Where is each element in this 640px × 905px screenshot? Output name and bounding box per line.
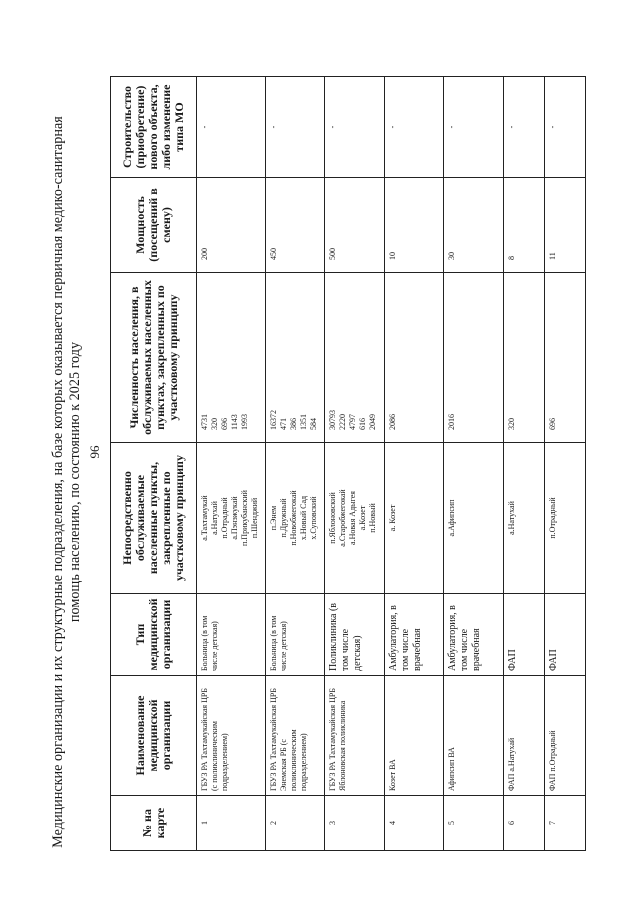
organization-name-cell: Афипсип ВА [444, 676, 504, 796]
served-places-cell [325, 443, 385, 594]
place-item: п.Новобжегокай [288, 490, 298, 546]
population-value: 2016 [447, 414, 457, 430]
place-item: а.Козет [358, 505, 368, 531]
header-cell: Наименование медицинской организации [111, 676, 197, 796]
header-cell: Численность населения, в обслуживаемых населенных пунктах, закрепленных по участковому принципу [111, 273, 197, 443]
construction-cell: - [197, 77, 266, 178]
construction-cell: - [384, 77, 444, 178]
row-number-cell: 1 [197, 796, 266, 851]
capacity-cell: 30 [444, 178, 504, 273]
capacity-cell: 8 [503, 178, 544, 273]
organization-name-cell: Козет ВА [384, 676, 444, 796]
place-item: п.Дружный [278, 498, 288, 538]
table-row [384, 77, 444, 851]
table-row [325, 77, 385, 851]
population-cell [444, 273, 504, 443]
row-number-cell: 6 [503, 796, 544, 851]
row-number-cell: 4 [384, 796, 444, 851]
population-value: 320 [210, 418, 220, 430]
construction-cell: - [265, 77, 325, 178]
population-value: 320 [506, 418, 516, 430]
row-number-cell: 7 [544, 796, 585, 851]
capacity-cell: 10 [384, 178, 444, 273]
organization-name-cell: ГБУЗ РА Тахтамукайская ЦРБ (с поликлиническим подразделением) [197, 676, 266, 796]
organization-type-cell: ФАП [544, 594, 585, 676]
organization-name-cell: ФАП п.Отрадный [544, 676, 585, 796]
place-item: а.Тахтамукай [200, 495, 210, 541]
population-cell [265, 273, 325, 443]
construction-cell: - [544, 77, 585, 178]
header-cell: Тип медицинской организации [111, 594, 197, 676]
organization-type-cell: ФАП [503, 594, 544, 676]
organization-name-cell: ГБУЗ РА Тахтамукайская ЦРБ Яблоновская поликлиника [325, 676, 385, 796]
place-item: а.Новая Адыгея [348, 491, 358, 545]
table-row [265, 77, 325, 851]
place-item: п.Шенджий [250, 497, 260, 539]
population-value: 1351 [298, 414, 308, 430]
population-value: 16372 [268, 410, 278, 430]
population-value: 471 [278, 418, 288, 430]
construction-cell: - [503, 77, 544, 178]
population-value: 4731 [200, 414, 210, 430]
row-number-cell: 3 [325, 796, 385, 851]
population-value: 386 [288, 418, 298, 430]
population-value: 2049 [368, 414, 378, 430]
population-value: 696 [220, 418, 230, 430]
table-row [444, 77, 504, 851]
place-item: а.Пэнэжукай [230, 496, 240, 540]
place-item: п.Яблоновский [328, 492, 338, 544]
place-item: п.Энем [268, 505, 278, 531]
population-cell [325, 273, 385, 443]
place-item: а.Натухай [506, 501, 516, 535]
population-value: 696 [547, 418, 557, 430]
served-places-cell [503, 443, 544, 594]
place-item: п.Отрадный [547, 497, 557, 539]
population-value: 2220 [338, 414, 348, 430]
population-cell [197, 273, 266, 443]
capacity-cell: 11 [544, 178, 585, 273]
row-number-cell: 2 [265, 796, 325, 851]
header-cell: Строительство (приобретение) нового объекта, либо изменение типа МО [111, 77, 197, 178]
table-row [544, 77, 585, 851]
served-places-cell [544, 443, 585, 594]
construction-cell: - [444, 77, 504, 178]
construction-cell: - [325, 77, 385, 178]
organization-type-cell: Амбулатория, в том числе врачебная [444, 594, 504, 676]
population-value: 2086 [387, 414, 397, 430]
place-item: а.Натухай [210, 501, 220, 535]
organization-name-cell: ФАП а.Натухай [503, 676, 544, 796]
place-item: п.Отрадный [220, 497, 230, 539]
page-number: 96 [87, 445, 102, 459]
place-item: п.Новый [368, 503, 378, 533]
served-places-cell [384, 443, 444, 594]
organization-type-cell: Амбулатория, в том числе врачебная [384, 594, 444, 676]
rotated-page-content [50, 77, 590, 887]
served-places-cell [197, 443, 266, 594]
place-item: а.Афипсип [447, 499, 457, 537]
header-cell: Непосредственно обслуживаемые населенные пункты, закрепленные по участковому принципу [111, 443, 197, 594]
population-value: 584 [308, 418, 318, 430]
place-item: а.Старобжегокай [338, 489, 348, 547]
population-cell [503, 273, 544, 443]
population-value: 616 [358, 418, 368, 430]
place-item: х.Суповский [308, 496, 318, 540]
header-cell: № на карте [111, 796, 197, 851]
medical-organizations-table [110, 76, 586, 851]
organization-type-cell: Больница (в том числе детская) [265, 594, 325, 676]
organization-name-cell: ГБУЗ РА Тахтамукайская ЦРБ Энемская РБ (с поликлиническим подразделением) [265, 676, 325, 796]
population-value: 30793 [328, 410, 338, 430]
place-item: х.Новый Сад [298, 495, 308, 541]
document-subtitle: помощь населению, по состоянию к 2025 году [67, 341, 83, 623]
organization-type-cell: Поликлиника (в том числе детская) [325, 594, 385, 676]
population-cell [384, 273, 444, 443]
capacity-cell: 450 [265, 178, 325, 273]
place-item: а. Козет [387, 504, 397, 532]
table-row [503, 77, 544, 851]
served-places-cell [265, 443, 325, 594]
table-header-row [111, 77, 197, 851]
population-value: 4797 [348, 414, 358, 430]
population-value: 1143 [230, 414, 240, 430]
document-title: Медицинские организации и их структурные подразделения, на базе которых оказывается первичная медико-санитарная [50, 116, 66, 848]
capacity-cell: 500 [325, 178, 385, 273]
organization-type-cell: Больница (в том числе детская) [197, 594, 266, 676]
served-places-cell [444, 443, 504, 594]
row-number-cell: 5 [444, 796, 504, 851]
table-row [197, 77, 266, 851]
capacity-cell: 200 [197, 178, 266, 273]
place-item: п.Прикубанский [240, 490, 250, 546]
header-cell: Мощность (посещений в смену) [111, 178, 197, 273]
population-cell [544, 273, 585, 443]
population-value: 1993 [240, 414, 250, 430]
